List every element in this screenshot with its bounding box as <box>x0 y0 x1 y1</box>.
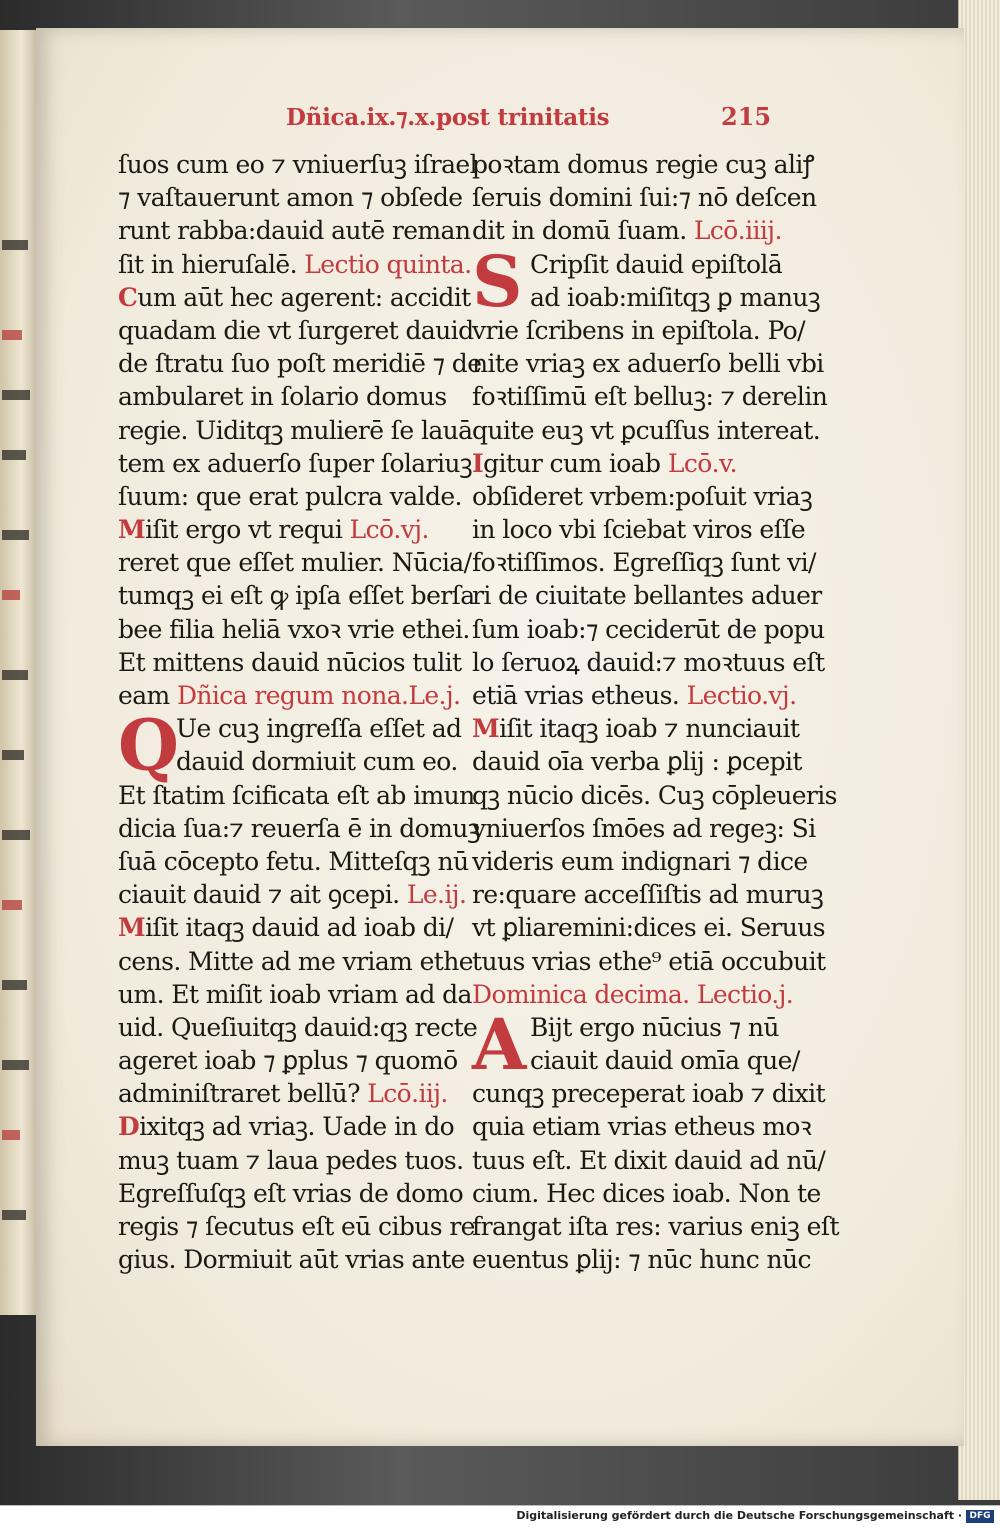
text-line <box>118 1077 468 1110</box>
line-text: re:quare acceſſiſtis ad muruꝫ <box>472 880 824 910</box>
line-text: Cripſit dauid epiſtolā <box>530 249 783 279</box>
text-line <box>118 480 468 513</box>
text-line <box>472 480 817 513</box>
line-text: vt ꝑliaremini:dices ei. Seruus <box>472 913 826 943</box>
line-text: tumqꝫ ei eſt ꝙ ipſa eſſet berſa <box>118 581 475 611</box>
text-line <box>118 646 468 679</box>
text-line <box>118 613 468 646</box>
line-text: dicia ſua:⁊ reuerſa ē in domuꝫ <box>118 813 480 843</box>
line-text: dauid dormiuit cum eo. <box>176 747 458 777</box>
line-text: eam <box>118 681 170 710</box>
text-line <box>118 281 471 314</box>
rubric-heading: Lcō.iij. <box>359 1079 448 1109</box>
text-line <box>472 1177 821 1210</box>
decorated-initial: A <box>472 1002 526 1086</box>
line-text: vrie ſcribens in epiſtola. Po/ <box>472 315 805 345</box>
line-text: ſuum: que erat pulcra valde. <box>118 481 462 511</box>
text-line <box>472 1144 826 1177</box>
text-line <box>118 414 473 447</box>
line-text: quite euꝫ vt ꝑcuſſus intereat. <box>472 415 821 445</box>
text-line <box>118 878 468 911</box>
text-line <box>472 646 825 679</box>
text-line <box>118 812 480 845</box>
line-text: ambularet in ſolario domus <box>118 382 447 412</box>
bleed-through-rubric <box>2 590 20 600</box>
text-line <box>118 1110 468 1143</box>
line-text: etiā vrias etheus. <box>472 681 680 710</box>
text-line <box>118 546 472 579</box>
line-text: quia etiam vrias etheus moꝛ <box>472 1112 812 1142</box>
decorated-initial: Q <box>118 704 179 788</box>
line-text: um aūt hec agerent: accidit <box>137 282 471 312</box>
line-text: obſideret vrbem:poſuit vriaꝫ <box>472 481 813 511</box>
page-stack-edge <box>958 0 1000 1500</box>
text-line <box>472 911 826 944</box>
bleed-through-text <box>2 530 29 540</box>
folio-number: 215 <box>721 102 772 131</box>
line-text: in loco vbi ſciebat viros eſſe <box>472 515 806 545</box>
text-line <box>118 181 468 214</box>
line-text: poꝛtam domus regie cuꝫ aliꝭ <box>472 150 815 179</box>
line-text: reret que eſſet mulier. Nūcia/ <box>118 548 472 578</box>
line-text: ixitqꝫ ad vriaꝫ. Uade in do <box>139 1112 455 1142</box>
text-line <box>472 347 824 380</box>
text-line <box>472 214 817 247</box>
line-text: regis ⁊ ſecutus eſt eū cibus re <box>118 1212 475 1241</box>
line-text: ciauit dauid ⁊ ait ꝯcepi. <box>118 880 400 910</box>
text-line <box>472 945 826 978</box>
text-line <box>472 546 817 579</box>
text-column-left <box>118 148 482 1276</box>
funding-credit: Digitalisierung gefördert durch die Deutsche Forschungsgemeinschaft · <box>516 1509 962 1522</box>
text-line <box>472 314 817 347</box>
line-text: ſit in hieruſalē. <box>118 249 297 279</box>
text-line <box>118 447 473 480</box>
bleed-through-text <box>2 450 26 460</box>
text-line <box>472 712 817 745</box>
line-text: videris eum indignari ⁊ dice <box>472 846 808 876</box>
rubric-heading: Lcō.vj. <box>342 515 429 545</box>
line-text: ageret ioab ⁊ ꝑplus ⁊ quomō <box>118 1046 458 1076</box>
line-text: bee filia heliā vxoꝛ vrie ethei. <box>118 614 470 644</box>
rubricated-initial: M <box>118 913 146 943</box>
bleed-through-rubric <box>2 330 22 340</box>
bleed-through-text <box>2 750 24 760</box>
text-column-right <box>472 148 839 1276</box>
line-text: Et mittens dauid nūcios tulit <box>118 647 462 677</box>
line-text: ſuos cum eo ⁊ vniuerſuꝫ iſrael <box>118 150 478 179</box>
text-line <box>118 911 468 944</box>
rubricated-initial: C <box>118 282 138 312</box>
rubric-heading: Lcō.v. <box>660 448 737 478</box>
line-text: ſuā cōcepto fetu. Mitteſqꝫ nū <box>118 846 469 876</box>
text-line <box>472 745 817 778</box>
line-text: frangat iſta res: varius eniꝫ eſt <box>472 1212 839 1241</box>
rubric-heading: Dominica decima. Lectio.j. <box>472 979 794 1009</box>
rubricated-initial: D <box>118 1112 140 1142</box>
decorated-initial: S <box>472 239 522 323</box>
text-line <box>118 248 472 281</box>
line-text: ad ioab:miſitqꝫ ꝑ manuꝫ <box>530 282 821 312</box>
rubric-heading: Dñica regum nona.Le.j. <box>169 681 461 710</box>
text-line <box>118 380 468 413</box>
text-line <box>472 513 817 546</box>
rubricated-initial: M <box>472 714 500 744</box>
footer-bar <box>0 1505 1000 1527</box>
text-line <box>118 1210 475 1243</box>
text-line <box>118 845 468 878</box>
line-text: gius. Dormiuit aūt vrias ante <box>118 1245 465 1275</box>
text-line <box>472 1110 817 1143</box>
line-text: iſit ergo vt requi <box>145 515 343 545</box>
text-line <box>118 779 475 812</box>
text-line <box>472 1044 817 1077</box>
line-text: tuus eſt. Et dixit dauid ad nū/ <box>472 1145 826 1175</box>
bleed-through-text <box>2 1210 26 1220</box>
line-text: cium. Hec dices ioab. Non te <box>472 1178 821 1208</box>
bleed-through-text <box>2 390 30 400</box>
bleed-through-text <box>2 830 30 840</box>
text-line <box>118 978 472 1011</box>
line-text: foꝛtiſſimū eſt belluꝫ: ⁊ derelin <box>472 382 828 412</box>
rubricated-initial: M <box>118 515 146 545</box>
line-text: nite vriaꝫ ex aduerſo belli vbi <box>472 349 824 379</box>
line-text: runt rabba:dauid autē reman <box>118 216 471 246</box>
line-text: ſeruis domini ſui:⁊ nō deſcen <box>472 183 817 213</box>
bleed-through-rubric <box>2 1130 20 1140</box>
text-line <box>472 181 817 214</box>
text-line <box>118 1177 468 1210</box>
text-line <box>118 579 475 612</box>
line-text: tuus vrias ethe⁹ etiā occubuit <box>472 946 826 976</box>
rubricated-initial: I <box>472 448 484 478</box>
text-line <box>472 414 821 447</box>
line-text: de ſtratu ſuo poſt meridiē ⁊ de <box>118 349 482 379</box>
line-text: ciauit dauid omīa que/ <box>530 1046 800 1076</box>
line-text: ⁊ vaſtauerunt amon ⁊ obſede <box>118 183 463 213</box>
text-line <box>472 779 837 812</box>
text-line <box>472 878 824 911</box>
text-line <box>118 945 473 978</box>
text-line <box>472 1077 826 1110</box>
running-head: Dñica.ix.⁊.x.post trinitatis <box>286 104 610 131</box>
line-text: cunqꝫ preceperat ioab ⁊ dixit <box>472 1079 826 1109</box>
text-line <box>118 1243 468 1276</box>
text-line <box>118 347 482 380</box>
line-text: Ue cuꝫ ingreſſa eſſet ad <box>176 714 462 744</box>
text-line <box>472 613 825 646</box>
text-line <box>472 1243 817 1276</box>
line-text: iſit itaqꝫ dauid ad ioab di/ <box>145 913 454 943</box>
bleed-through-text <box>2 240 28 250</box>
rubric-heading: Lectio quinta. <box>296 249 472 279</box>
line-text: adminiſtraret bellū? <box>118 1079 360 1109</box>
line-text: Et ſtatim ſcificata eſt ab imun <box>118 780 475 810</box>
line-text: dauid oīa verba ꝑlij : ꝑcepit <box>472 747 802 777</box>
line-text: gitur cum ioab <box>483 448 661 478</box>
text-line <box>472 845 817 878</box>
text-line <box>472 812 817 845</box>
bleed-through-text <box>2 670 28 680</box>
text-line <box>472 447 817 480</box>
rubric-heading: Le.ij. <box>399 880 467 910</box>
dfg-logo: DFG <box>966 1510 994 1523</box>
text-line <box>472 579 822 612</box>
rubric-heading: Lectio.vj. <box>679 681 797 710</box>
line-text: ſum ioab:⁊ ceciderūt de popu <box>472 614 825 644</box>
text-line <box>118 1144 468 1177</box>
text-line <box>118 513 468 546</box>
line-text: iſit itaqꝫ ioab ⁊ nunciauit <box>499 714 800 744</box>
text-line <box>472 281 821 314</box>
bleed-through-text <box>2 980 27 990</box>
line-text: um. Et miſit ioab vriam ad da <box>118 979 472 1009</box>
text-line <box>118 148 478 181</box>
line-text: ri de ciuitate bellantes aduer <box>472 581 822 611</box>
facing-page-edge <box>0 30 38 1315</box>
line-text: foꝛtiſſimos. Egreſſiqꝫ ſunt vi/ <box>472 548 816 578</box>
line-text: uid. Queſiuitqꝫ dauid:qꝫ recte <box>118 1012 478 1042</box>
text-line <box>472 380 828 413</box>
text-line <box>118 1044 468 1077</box>
text-line <box>118 314 474 347</box>
bleed-through-text <box>2 1060 29 1070</box>
text-line <box>472 1210 839 1243</box>
line-text: regie. Uiditqꝫ mulierē ſe lauā <box>118 415 473 445</box>
line-text: euentus ꝑlij: ⁊ nūc hunc nūc <box>472 1245 811 1275</box>
line-text: qꝫ nūcio dicēs. Cuꝫ cōpleueris <box>472 780 837 810</box>
text-line <box>118 745 468 778</box>
book-page <box>36 28 964 1446</box>
line-text: muꝫ tuam ⁊ laua pedes tuos. <box>118 1145 464 1175</box>
line-text: tem ex aduerſo ſuper ſolariuꝫ <box>118 448 473 478</box>
rubric-heading: Lcō.iiij. <box>686 216 782 246</box>
text-line <box>472 148 817 181</box>
text-line <box>118 214 471 247</box>
line-text: Egreſſuſqꝫ eſt vrias de domo <box>118 1178 464 1208</box>
line-text: vniuerſos ſmōes ad regeꝫ: Si <box>472 813 816 843</box>
text-line <box>118 1011 478 1044</box>
line-text: quadam die vt ſurgeret dauid <box>118 315 474 345</box>
text-line <box>472 679 817 712</box>
line-text: lo ſeruoꝝ dauid:⁊ moꝛtuus eſt <box>472 647 825 677</box>
line-text: dit in domū ſuam. <box>472 216 687 246</box>
bleed-through-rubric <box>2 900 22 910</box>
line-text: cens. Mitte ad me vriam ethe <box>118 946 473 976</box>
line-text: Bijt ergo nūcius ⁊ nū <box>530 1012 779 1042</box>
